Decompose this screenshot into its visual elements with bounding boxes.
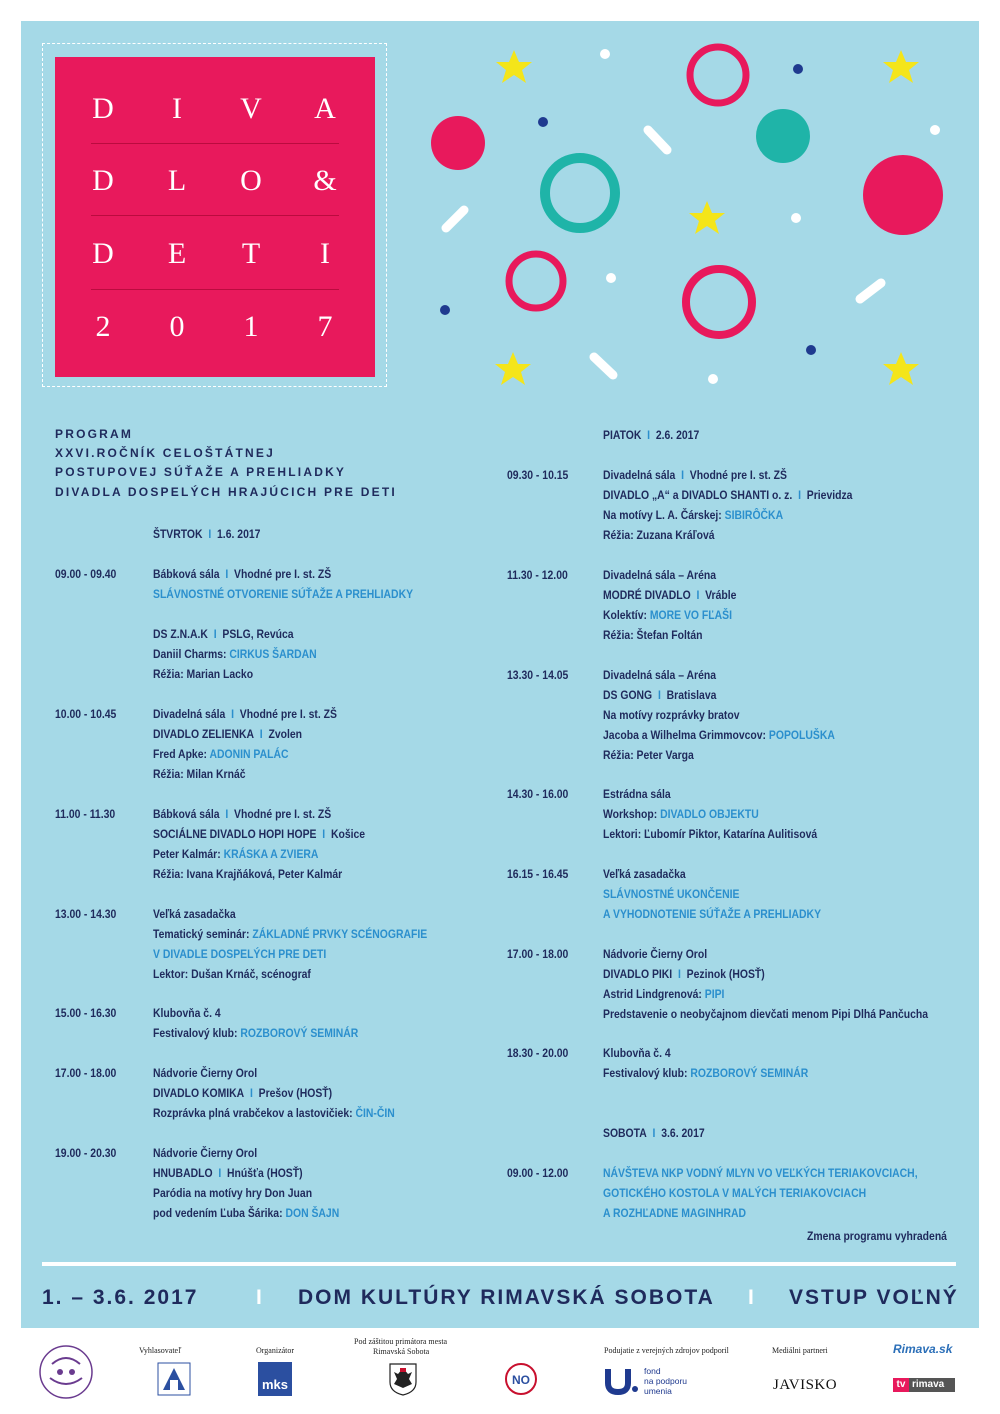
event-description: Predstavenie o neobyčajnom dievčati menom Pipi Dlhá Pančucha xyxy=(603,1007,929,1021)
event-venue: Veľká zasadačka xyxy=(153,907,236,921)
white-dot-decoration xyxy=(606,273,616,283)
separator-bar: I xyxy=(798,488,801,502)
event-group-line xyxy=(153,624,294,644)
yellow-star-decoration xyxy=(495,352,531,385)
event-play-line xyxy=(153,844,318,864)
fond-text: fond xyxy=(644,1366,661,1376)
event-director: Réžia: Marian Lacko xyxy=(153,667,254,681)
event-play-line xyxy=(153,644,317,664)
separator-bar: I xyxy=(322,827,326,841)
narodne-osvetove-centrum-logo-icon xyxy=(504,1362,538,1396)
author: Daniil Charms: xyxy=(153,647,227,661)
separator-bar: I xyxy=(208,527,212,541)
white-dash-decoration xyxy=(860,283,881,299)
event-venue-line xyxy=(153,564,331,584)
play-title: POPOLUŠKA xyxy=(768,728,835,742)
white-dash-decoration xyxy=(648,130,667,150)
program-heading: PROGRAM xyxy=(55,427,134,441)
program-subtitle-line: POSTUPOVEJ SÚŤAŽE A PREHLIADKY xyxy=(55,465,347,479)
event-venue: Divadelná sála – Aréna xyxy=(603,668,717,682)
audience-note: Vhodné pre I. st. ZŠ xyxy=(689,468,787,482)
event-time: 11.30 - 12.00 xyxy=(507,568,568,582)
navy-dot-decoration xyxy=(440,305,450,315)
event-play-line xyxy=(603,605,732,625)
fond-text: na podporu xyxy=(644,1376,688,1386)
author: pod vedením Ľuba Šárika: xyxy=(153,1206,283,1220)
event-seminar-line xyxy=(153,924,427,944)
author: Peter Kalmár: xyxy=(153,847,221,861)
separator-bar: I xyxy=(748,1286,756,1309)
event-play-line xyxy=(153,1203,339,1223)
entry-info: VSTUP VOĽNÝ xyxy=(789,1286,959,1309)
white-dot-decoration xyxy=(930,125,940,135)
mks-logo-icon xyxy=(258,1362,292,1396)
event-title: V DIVADLE DOSPELÝCH PRE DETI xyxy=(153,947,327,961)
yellow-star-decoration xyxy=(883,352,919,385)
author: Kolektív: xyxy=(603,608,647,622)
event-venue: Nádvorie Čierny Orol xyxy=(153,1066,258,1080)
event-director: Réžia: Milan Krnáč xyxy=(153,767,246,781)
separator-bar: I xyxy=(218,1166,222,1180)
event-title: ROZBOROVÝ SEMINÁR xyxy=(240,1026,359,1040)
event-label: Festivalový klub: xyxy=(153,1026,238,1040)
event-time: 18.30 - 20.00 xyxy=(507,1046,569,1060)
group: SOCIÁLNE DIVADLO HOPI HOPE xyxy=(153,827,317,841)
day-name: PIATOK xyxy=(603,428,642,442)
yellow-star-decoration xyxy=(496,50,532,83)
separator-bar: I xyxy=(213,627,217,641)
white-dash-decoration xyxy=(594,357,613,375)
title-letter: O xyxy=(240,164,262,197)
title-letter: 7 xyxy=(317,310,333,343)
day-name: SOBOTA xyxy=(603,1126,647,1140)
decoration-shapes xyxy=(0,0,1000,420)
event-venue: Nádvorie Čierny Orol xyxy=(603,947,708,961)
white-dot-decoration xyxy=(791,213,801,223)
play-title: ADONIN PALÁC xyxy=(209,747,289,761)
event-venue-line xyxy=(153,704,337,724)
author: Rozprávka plná vrabčekov a lastovičiek: xyxy=(153,1106,353,1120)
navy-dot-decoration xyxy=(793,64,803,74)
event-director: Réžia: Ivana Krajňáková, Peter Kalmár xyxy=(153,867,343,881)
program-change-note: Zmena programu vyhradená xyxy=(807,1229,947,1243)
group: DS Z.N.A.K xyxy=(153,627,208,641)
group: DIVADLO ZELIENKA xyxy=(153,727,254,741)
rimavska-sobota-crest-icon xyxy=(388,1362,418,1396)
festival-dates: 1. – 3.6. 2017 xyxy=(42,1286,199,1309)
event-group-line xyxy=(603,585,736,605)
group: MODRÉ DIVADLO xyxy=(603,588,691,602)
separator-bar: I xyxy=(259,727,263,741)
separator-bar: I xyxy=(249,1086,253,1100)
event-time: 09.00 - 12.00 xyxy=(507,1166,569,1180)
event-title: A VYHODNOTENIE SÚŤAŽE A PREHLIADKY xyxy=(603,907,822,921)
title-letter: I xyxy=(320,237,330,270)
title-letter: D xyxy=(92,92,114,125)
sponsor-label: Vyhlasovateľ xyxy=(139,1346,182,1355)
pink-dot-decoration xyxy=(863,155,943,235)
event-title: SLÁVNOSTNÉ UKONČENIE xyxy=(603,887,740,901)
play-title: SIBIRÔČKA xyxy=(724,508,784,522)
event-time: 11.00 - 11.30 xyxy=(55,807,116,821)
play-title: KRÁSKA A ZVIERA xyxy=(223,847,319,861)
event-play-line xyxy=(153,1103,395,1123)
program-subtitle-line: DIVADLA DOSPELÝCH HRAJÚCICH PRE DETI xyxy=(55,485,397,499)
event-venue-line xyxy=(153,804,331,824)
title-letter: A xyxy=(314,92,336,125)
program-subtitle-line: XXVI.ROČNÍK CELOŠTÁTNEJ xyxy=(55,446,275,460)
event-group-line xyxy=(153,724,302,744)
author: Na motívy L. A. Čárskej: xyxy=(603,508,722,522)
navy-dot-decoration xyxy=(806,345,816,355)
event-group-line xyxy=(603,485,852,505)
event-title: ROZBOROVÝ SEMINÁR xyxy=(690,1066,809,1080)
event-lector: Lektori: Ľubomír Piktor, Katarína Aulitisová xyxy=(603,827,818,841)
event-play-line xyxy=(603,505,783,525)
event-group-line xyxy=(153,1163,303,1183)
festival-venue: DOM KULTÚRY RIMAVSKÁ SOBOTA xyxy=(298,1286,715,1309)
tv-rimava-logo xyxy=(893,1378,955,1392)
separator-bar: I xyxy=(652,1126,656,1140)
audience-note: Vhodné pre I. st. ZŠ xyxy=(234,807,332,821)
event-workshop-line xyxy=(603,804,759,824)
bottom-divider xyxy=(42,1262,956,1266)
fond-na-podporu-umenia-logo-icon xyxy=(604,1365,640,1395)
event-time: 09.00 - 09.40 xyxy=(55,567,117,581)
title-letter: L xyxy=(167,164,187,197)
media-partners-label: Mediálni partneri xyxy=(772,1346,828,1355)
author: Astrid Lindgrenová: xyxy=(603,987,702,1001)
play-title: DON ŠAJN xyxy=(285,1206,340,1220)
event-director: Réžia: Štefan Foltán xyxy=(603,628,703,642)
title-letter: 0 xyxy=(169,310,185,343)
event-club-line xyxy=(153,1023,358,1043)
separator-bar: I xyxy=(256,1286,264,1309)
separator-bar: I xyxy=(231,707,235,721)
rimava-sk-logo: Rimava.sk xyxy=(893,1342,953,1356)
yellow-star-decoration xyxy=(883,50,919,83)
separator-bar: I xyxy=(225,807,229,821)
event-title: DIVADLO OBJEKTU xyxy=(660,807,759,821)
group: DIVADLO „A“ a DIVADLO SHANTI o. z. xyxy=(603,488,793,502)
audience-note: Vhodné pre I. st. ZŠ xyxy=(234,567,332,581)
white-dot-decoration xyxy=(600,49,610,59)
patronage-label: Pod záštitou primátora mesta xyxy=(354,1337,448,1346)
event-group-line xyxy=(153,1083,332,1103)
place: PSLG, Revúca xyxy=(222,627,294,641)
event-play-line xyxy=(153,744,289,764)
festival-logo-icon xyxy=(38,1344,94,1400)
teal-dot-decoration xyxy=(756,109,810,163)
teal-ring-decoration xyxy=(545,158,615,228)
place: Pezinok (HOSŤ) xyxy=(686,967,765,981)
osvetove-centrum-logo-icon xyxy=(157,1362,191,1396)
event-venue: Estrádna sála xyxy=(603,787,671,801)
venue: Divadelná sála xyxy=(153,707,226,721)
noc-text: NO xyxy=(512,1373,530,1387)
title-letter: 1 xyxy=(243,310,259,343)
title-letter: V xyxy=(240,92,262,125)
tv-badge: tv xyxy=(893,1378,909,1392)
event-time: 14.30 - 16.00 xyxy=(507,787,569,801)
white-dot-decoration xyxy=(708,374,718,384)
day-heading-friday xyxy=(603,425,699,445)
support-label: Podujatie z verejných zdrojov podporil xyxy=(604,1346,729,1355)
rimava-text: rimava xyxy=(912,1379,945,1390)
place: Vráble xyxy=(705,588,737,602)
event-description: Na motívy rozprávky bratov xyxy=(603,708,740,722)
event-play-line xyxy=(603,984,724,1004)
separator-bar: I xyxy=(696,588,700,602)
event-title: SLÁVNOSTNÉ OTVORENIE SÚŤAŽE A PREHLIADKY xyxy=(153,587,414,601)
event-time: 16.15 - 16.45 xyxy=(507,867,569,881)
place: Prešov (HOSŤ) xyxy=(258,1086,333,1100)
venue: Bábková sála xyxy=(153,567,220,581)
event-venue: Divadelná sála – Aréna xyxy=(603,568,717,582)
play-title: PIPI xyxy=(704,987,725,1001)
event-venue: Nádvorie Čierny Orol xyxy=(153,1146,258,1160)
title-letter: I xyxy=(172,92,182,125)
pink-ring-decoration xyxy=(509,254,563,308)
group: HNUBADLO xyxy=(153,1166,213,1180)
event-time: 13.30 - 14.05 xyxy=(507,668,569,682)
place: Prievidza xyxy=(806,488,853,502)
play-title: ČIN-ČIN xyxy=(355,1106,395,1120)
event-title: A ROZHĽADNE MAGINHRAD xyxy=(603,1206,747,1220)
separator-bar: I xyxy=(225,567,229,581)
event-title: ZÁKLADNÉ PRVKY SCÉNOGRAFIE xyxy=(252,927,428,941)
pink-ring-decoration xyxy=(690,47,746,103)
event-time: 15.00 - 16.30 xyxy=(55,1006,117,1020)
event-venue: Veľká zasadačka xyxy=(603,867,686,881)
event-title: NÁVŠTEVA NKP VODNÝ MLYN VO VEĽKÝCH TERIAKOVCIACH, xyxy=(603,1166,918,1180)
event-director: Réžia: Peter Varga xyxy=(603,748,694,762)
fond-text: umenia xyxy=(644,1386,672,1396)
separator-bar: I xyxy=(677,967,681,981)
separator-bar: I xyxy=(657,688,661,702)
event-time: 09.30 - 10.15 xyxy=(507,468,569,482)
event-venue: Klubovňa č. 4 xyxy=(603,1046,671,1060)
yellow-star-decoration xyxy=(689,201,725,234)
event-time: 17.00 - 18.00 xyxy=(507,947,569,961)
event-club-line xyxy=(603,1063,808,1083)
day-heading-saturday xyxy=(603,1123,705,1143)
event-label: Festivalový klub: xyxy=(603,1066,688,1080)
event-venue: Klubovňa č. 4 xyxy=(153,1006,221,1020)
event-label: Workshop: xyxy=(603,807,658,821)
day-heading-thursday xyxy=(153,524,260,544)
audience-note: Vhodné pre I. st. ZŠ xyxy=(239,707,337,721)
author: Fred Apke: xyxy=(153,747,207,761)
place: Hnúšťa (HOSŤ) xyxy=(227,1166,303,1180)
event-time: 19.00 - 20.30 xyxy=(55,1146,117,1160)
day-date: 3.6. 2017 xyxy=(661,1126,705,1140)
group: DIVADLO KOMIKA xyxy=(153,1086,245,1100)
venue: Bábková sála xyxy=(153,807,220,821)
place: Košice xyxy=(330,827,366,841)
group: DS GONG xyxy=(603,688,653,702)
event-title: GOTICKÉHO KOSTOLA V MALÝCH TERIAKOVCIACH xyxy=(603,1186,867,1200)
event-time: 13.00 - 14.30 xyxy=(55,907,117,921)
title-letter: D xyxy=(92,164,114,197)
venue: Divadelná sála xyxy=(603,468,676,482)
event-group-line xyxy=(603,964,765,984)
day-date: 2.6. 2017 xyxy=(655,428,700,442)
author: Jacoba a Wilhelma Grimmovcov: xyxy=(603,728,767,742)
day-name: ŠTVRTOK xyxy=(153,527,203,541)
event-group-line xyxy=(153,824,365,844)
pink-dot-decoration xyxy=(431,116,485,170)
day-date: 1.6. 2017 xyxy=(217,527,261,541)
sponsor-label: Organizátor xyxy=(256,1346,295,1355)
event-venue-line xyxy=(603,465,787,485)
place: Bratislava xyxy=(666,688,717,702)
patronage-label: Rimavská Sobota xyxy=(373,1347,430,1356)
separator-bar: I xyxy=(647,428,651,442)
place: Zvolen xyxy=(268,727,303,741)
separator-bar: I xyxy=(681,468,685,482)
event-lector: Lektor: Dušan Krnáč, scénograf xyxy=(153,967,311,981)
group: DIVADLO PIKI xyxy=(603,967,673,981)
play-title: CIRKUS ŠARDAN xyxy=(229,647,317,661)
navy-dot-decoration xyxy=(538,117,548,127)
white-dash-decoration xyxy=(446,210,464,228)
title-letter: D xyxy=(92,237,114,270)
title-letter: E xyxy=(167,237,187,270)
title-letter: & xyxy=(313,164,337,197)
event-director: Réžia: Zuzana Kráľová xyxy=(603,528,715,542)
event-play-line xyxy=(603,725,835,745)
javisko-logo: JAVISKO xyxy=(773,1377,838,1393)
title-letter: T xyxy=(241,237,261,270)
play-title: MORE VO FĽAŠI xyxy=(649,608,732,622)
event-description: Paródia na motívy hry Don Juan xyxy=(153,1186,313,1200)
event-time: 10.00 - 10.45 xyxy=(55,707,117,721)
mks-text: mks xyxy=(261,1377,289,1392)
event-group-line xyxy=(603,685,716,705)
pink-ring-decoration xyxy=(686,269,752,335)
event-label: Tematický seminár: xyxy=(153,927,250,941)
title-letter: 2 xyxy=(95,310,111,343)
event-time: 17.00 - 18.00 xyxy=(55,1066,117,1080)
